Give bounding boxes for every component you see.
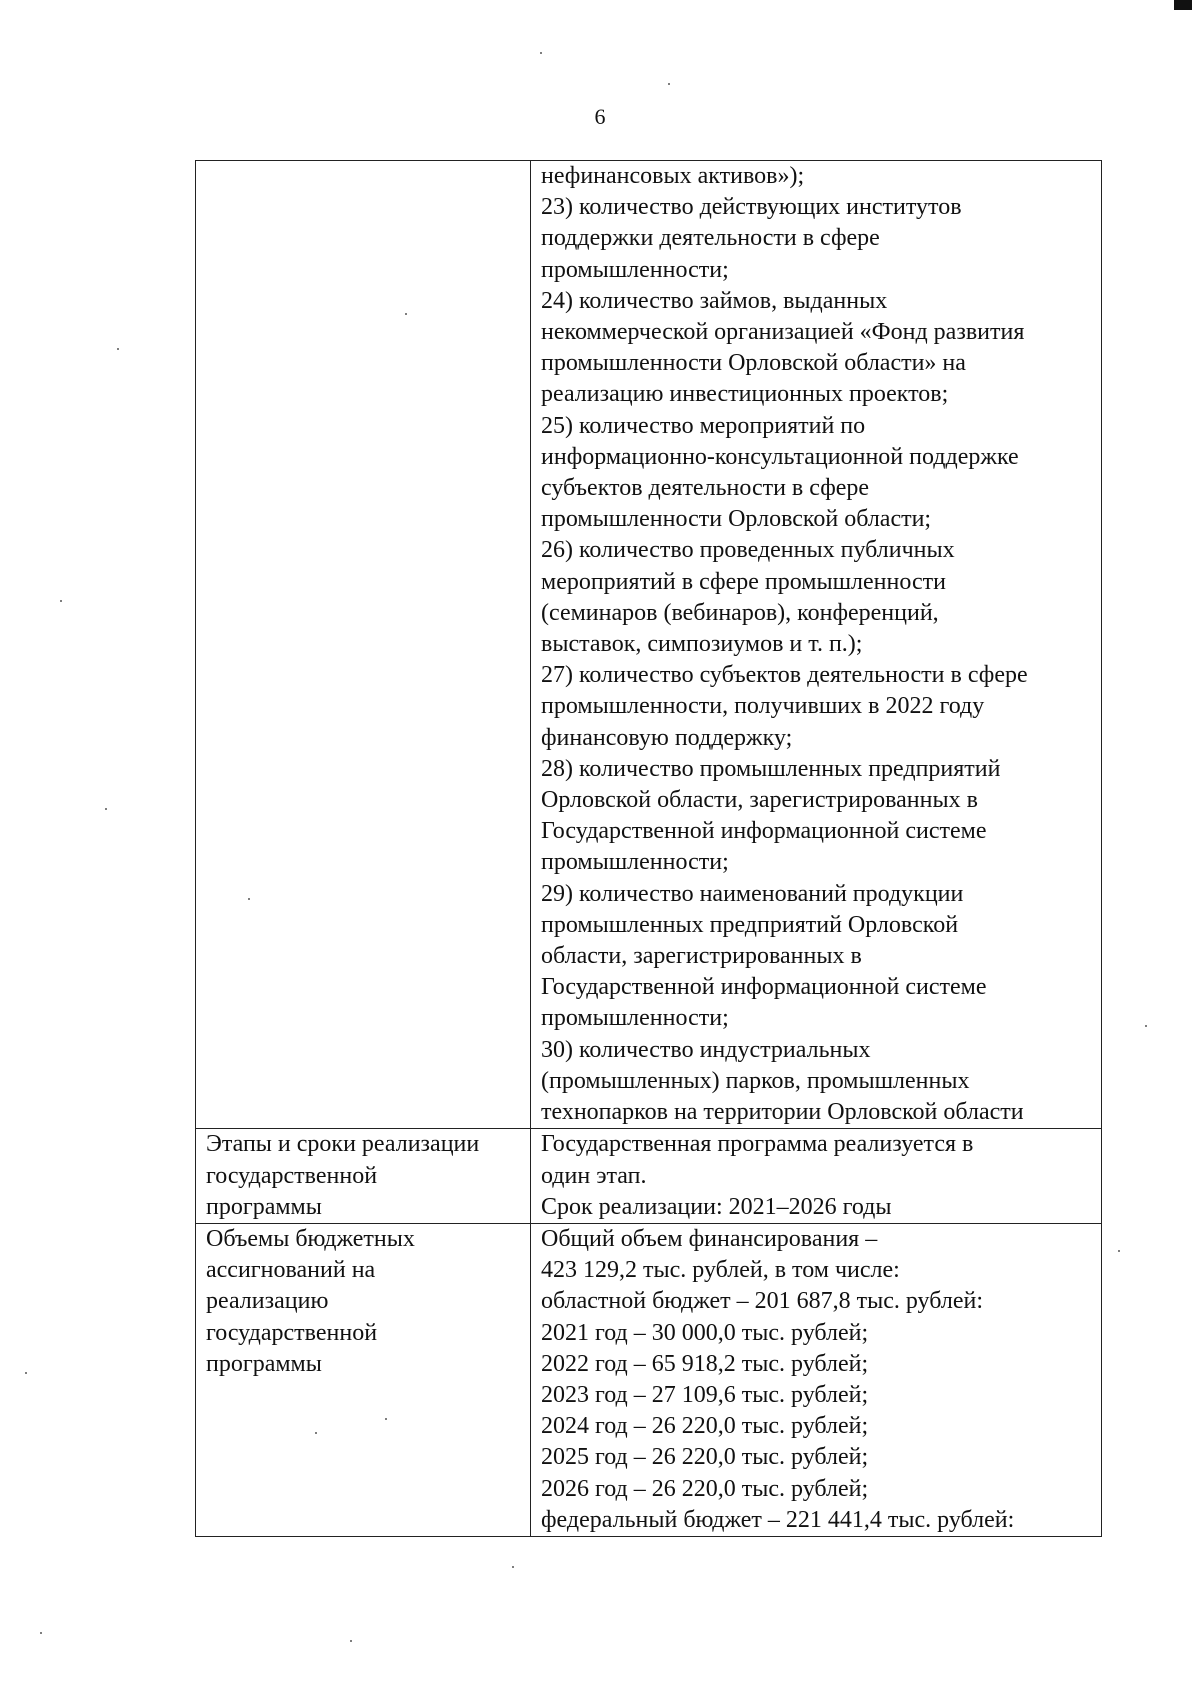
row-label-cell — [196, 1129, 531, 1224]
scan-speck — [540, 52, 542, 54]
value-line: субъектов деятельности в сфере — [541, 475, 870, 502]
label-line: программы — [206, 1193, 322, 1220]
label-line: реализацию — [206, 1288, 329, 1315]
value-line: промышленности; — [541, 256, 729, 283]
scan-speck — [668, 83, 670, 85]
value-line: промышленности, получивших в 2022 году — [541, 693, 985, 720]
value-line: областной бюджет – 201 687,8 тыс. рублей: — [541, 1288, 983, 1315]
value-line: один этап. — [541, 1162, 647, 1189]
value-line: промышленных предприятий Орловской — [541, 911, 959, 938]
table-row — [196, 161, 1102, 1129]
value-line: 25) количество мероприятий по — [541, 412, 866, 439]
value-line: промышленности Орловской области; — [541, 506, 932, 533]
scan-speck — [350, 1640, 352, 1642]
scan-speck — [385, 1418, 387, 1420]
scan-speck — [1145, 1025, 1147, 1027]
program-passport-table — [195, 160, 1102, 1537]
scan-speck — [60, 600, 62, 602]
value-line: промышленности; — [541, 1005, 729, 1032]
value-line: федеральный бюджет – 221 441,4 тыс. рублей: — [541, 1506, 1015, 1533]
value-line: 423 129,2 тыс. рублей, в том числе: — [541, 1257, 900, 1284]
scan-speck — [25, 1372, 27, 1374]
row-value-cell — [531, 1223, 1102, 1536]
value-line: 27) количество субъектов деятельности в сфере — [541, 662, 1028, 689]
label-line: ассигнований на — [206, 1257, 376, 1284]
value-line: 2022 год – 65 918,2 тыс. рублей; — [541, 1350, 869, 1377]
value-line: поддержки деятельности в сфере — [541, 225, 880, 252]
label-line: государственной — [206, 1162, 378, 1189]
table-row — [196, 1223, 1102, 1536]
label-line: государственной — [206, 1319, 378, 1346]
table-row — [196, 1129, 1102, 1224]
value-line: (семинаров (вебинаров), конференций, — [541, 599, 939, 626]
value-line: области, зарегистрированных в — [541, 943, 862, 970]
value-line: финансовую поддержку; — [541, 724, 793, 751]
value-line: информационно-консультационной поддержке — [541, 443, 1019, 470]
value-line: Государственная программа реализуется в — [541, 1131, 974, 1158]
value-line: Государственной информационной системе — [541, 974, 987, 1001]
value-line: 26) количество проведенных публичных — [541, 537, 955, 564]
value-line: промышленности Орловской области» на — [541, 350, 966, 377]
value-line: промышленности; — [541, 849, 729, 876]
value-line: 29) количество наименований продукции — [541, 880, 964, 907]
label-line: Объемы бюджетных — [206, 1225, 415, 1252]
value-line: 2023 год – 27 109,6 тыс. рублей; — [541, 1381, 869, 1408]
value-line: 2024 год – 26 220,0 тыс. рублей; — [541, 1413, 869, 1440]
value-line: 30) количество индустриальных — [541, 1036, 871, 1063]
scan-corner-mark — [1174, 0, 1192, 10]
scan-speck — [315, 1432, 317, 1434]
value-line: 24) количество займов, выданных — [541, 287, 888, 314]
page-number: 6 — [594, 104, 606, 129]
value-line: технопарков на территории Орловской области — [541, 1099, 1024, 1126]
label-line: программы — [206, 1350, 322, 1377]
value-line: Срок реализации: 2021–2026 годы — [541, 1193, 892, 1220]
value-line: выставок, симпозиумов и т. п.); — [541, 631, 863, 658]
value-line: Государственной информационной системе — [541, 818, 987, 845]
row-label-cell — [196, 161, 531, 1129]
value-line: 2021 год – 30 000,0 тыс. рублей; — [541, 1319, 869, 1346]
scan-speck — [248, 898, 250, 900]
scan-speck — [512, 1566, 514, 1568]
value-line: мероприятий в сфере промышленности — [541, 568, 946, 595]
value-line: 28) количество промышленных предприятий — [541, 755, 1001, 782]
scan-speck — [105, 808, 107, 810]
value-line: 2025 год – 26 220,0 тыс. рублей; — [541, 1444, 869, 1471]
value-line: реализацию инвестиционных проектов; — [541, 381, 949, 408]
value-line: Орловской области, зарегистрированных в — [541, 787, 978, 814]
value-line: 2026 год – 26 220,0 тыс. рублей; — [541, 1475, 869, 1502]
scan-speck — [1118, 1250, 1120, 1252]
row-value-cell — [531, 161, 1102, 1129]
scan-speck — [40, 1632, 42, 1634]
label-line: Этапы и сроки реализации — [206, 1131, 480, 1158]
row-label-cell — [196, 1223, 531, 1536]
scan-speck — [405, 313, 407, 315]
scan-speck — [117, 348, 119, 350]
value-line: некоммерческой организацией «Фонд развития — [541, 319, 1025, 346]
value-line: 23) количество действующих институтов — [541, 194, 962, 221]
value-line: Общий объем финансирования – — [541, 1225, 878, 1252]
row-value-cell — [531, 1129, 1102, 1224]
value-line: (промышленных) парков, промышленных — [541, 1067, 970, 1094]
value-line: нефинансовых активов»); — [541, 163, 805, 189]
